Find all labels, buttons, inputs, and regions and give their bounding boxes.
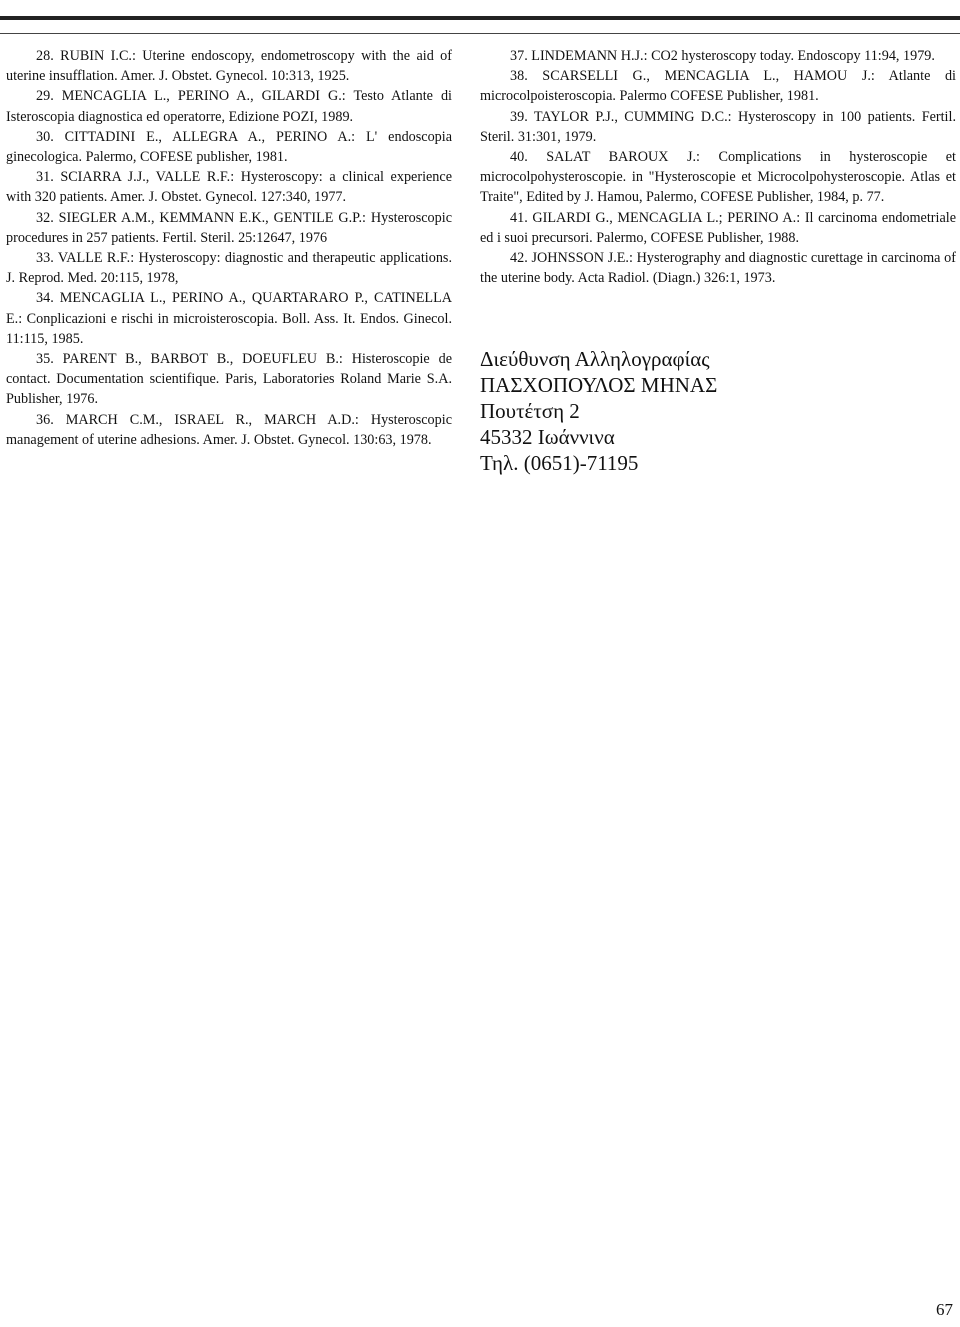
reference-31: 31. SCIARRA J.J., VALLE R.F.: Hysteroscopy: a clinical experience with 320 patients. Amer. J. Obstet. Gynecol. 127:340, 1977.	[6, 169, 452, 206]
reference-39: 39. TAYLOR P.J., CUMMING D.C.: Hysteroscopy in 100 patients. Fertil. Steril. 31:301, 1979.	[480, 108, 956, 145]
header-rule-thick	[0, 16, 960, 20]
reference-40: 40. SALAT BAROUX J.: Complications in hysteroscopie et microcolpohysteroscopie. in "Hysteroscopie et Microcolpohysteroscopie. Atlas et Traite", Edited by J. Hamou, Palermo, COFESE Publisher, 1984, p. 77.	[480, 149, 956, 206]
reference-29: 29. MENCAGLIA L., PERINO A., GILARDI G.: Testo Atlante di Isteroscopia diagnostica ed operatorre, Edizione POZI, 1989.	[6, 88, 452, 125]
reference-34: 34. MENCAGLIA L., PERINO A., QUARTARARO P., CATINELLA E.: Conplicazioni e rischi in microisteroscopia. Boll. Ass. It. Endos. Ginecol. 11:115, 1985.	[6, 290, 452, 347]
reference-35: 35. PARENT B., BARBOT B., DOEUFLEU B.: Histeroscopie de contact. Documentation scientifique. Paris, Laboratories Roland Marie S.A. Publisher, 1976.	[6, 351, 452, 408]
reference-36: 36. MARCH C.M., ISRAEL R., MARCH A.D.: Hysteroscopic management of uterine adhesions. Amer. J. Obstet. Gynecol. 130:63, 1978.	[6, 411, 452, 448]
address-street: Πουτέτση 2	[480, 399, 580, 423]
reference-33: 33. VALLE R.F.: Hysteroscopy: diagnostic and therapeutic applications. J. Reprod. Med. 20:115, 1978,	[6, 250, 452, 287]
correspondence-address	[480, 346, 717, 476]
reference-38: 38. SCARSELLI G., MENCAGLIA L., HAMOU J.: Atlante di microcolpoisteroscopia. Palermo COFESE Publisher, 1981.	[480, 68, 956, 105]
references-left-column	[6, 46, 452, 450]
address-name: ΠΑΣΧΟΠΟΥΛΟΣ ΜΗΝΑΣ	[480, 373, 718, 397]
references-right-column	[480, 46, 956, 288]
address-phone: Τηλ. (0651)-71195	[480, 451, 639, 475]
header-rule-thin	[0, 33, 960, 34]
page-number: 67	[936, 1300, 953, 1319]
address-city: 45332 Ιωάννινα	[480, 425, 615, 449]
reference-42: 42. JOHNSSON J.E.: Hysterography and diagnostic curettage in carcinoma of the uterine body. Acta Radiol. (Diagn.) 326:1, 1973.	[480, 250, 956, 287]
reference-32: 32. SIEGLER A.M., KEMMANN E.K., GENTILE G.P.: Hysteroscopic procedures in 257 patients. Fertil. Steril. 25:12647, 1976	[6, 209, 452, 246]
reference-28: 28. RUBIN I.C.: Uterine endoscopy, endometroscopy with the aid of uterine insufflation. Amer. J. Obstet. Gynecol. 10:313, 1925.	[6, 48, 452, 85]
address-heading: Διεύθυνση Αλληλογραφίας	[480, 347, 710, 371]
reference-41: 41. GILARDI G., MENCAGLIA L.; PERINO A.: Il carcinoma endometriale ed i suoi precursori. Palermo, COFESE Publisher, 1988.	[480, 209, 956, 246]
reference-37: 37. LINDEMANN H.J.: CO2 hysteroscopy today. Endoscopy 11:94, 1979.	[510, 48, 935, 64]
reference-30: 30. CITTADINI E., ALLEGRA A., PERINO A.: L' endoscopia ginecologica. Palermo, COFESE publisher, 1981.	[6, 128, 452, 166]
